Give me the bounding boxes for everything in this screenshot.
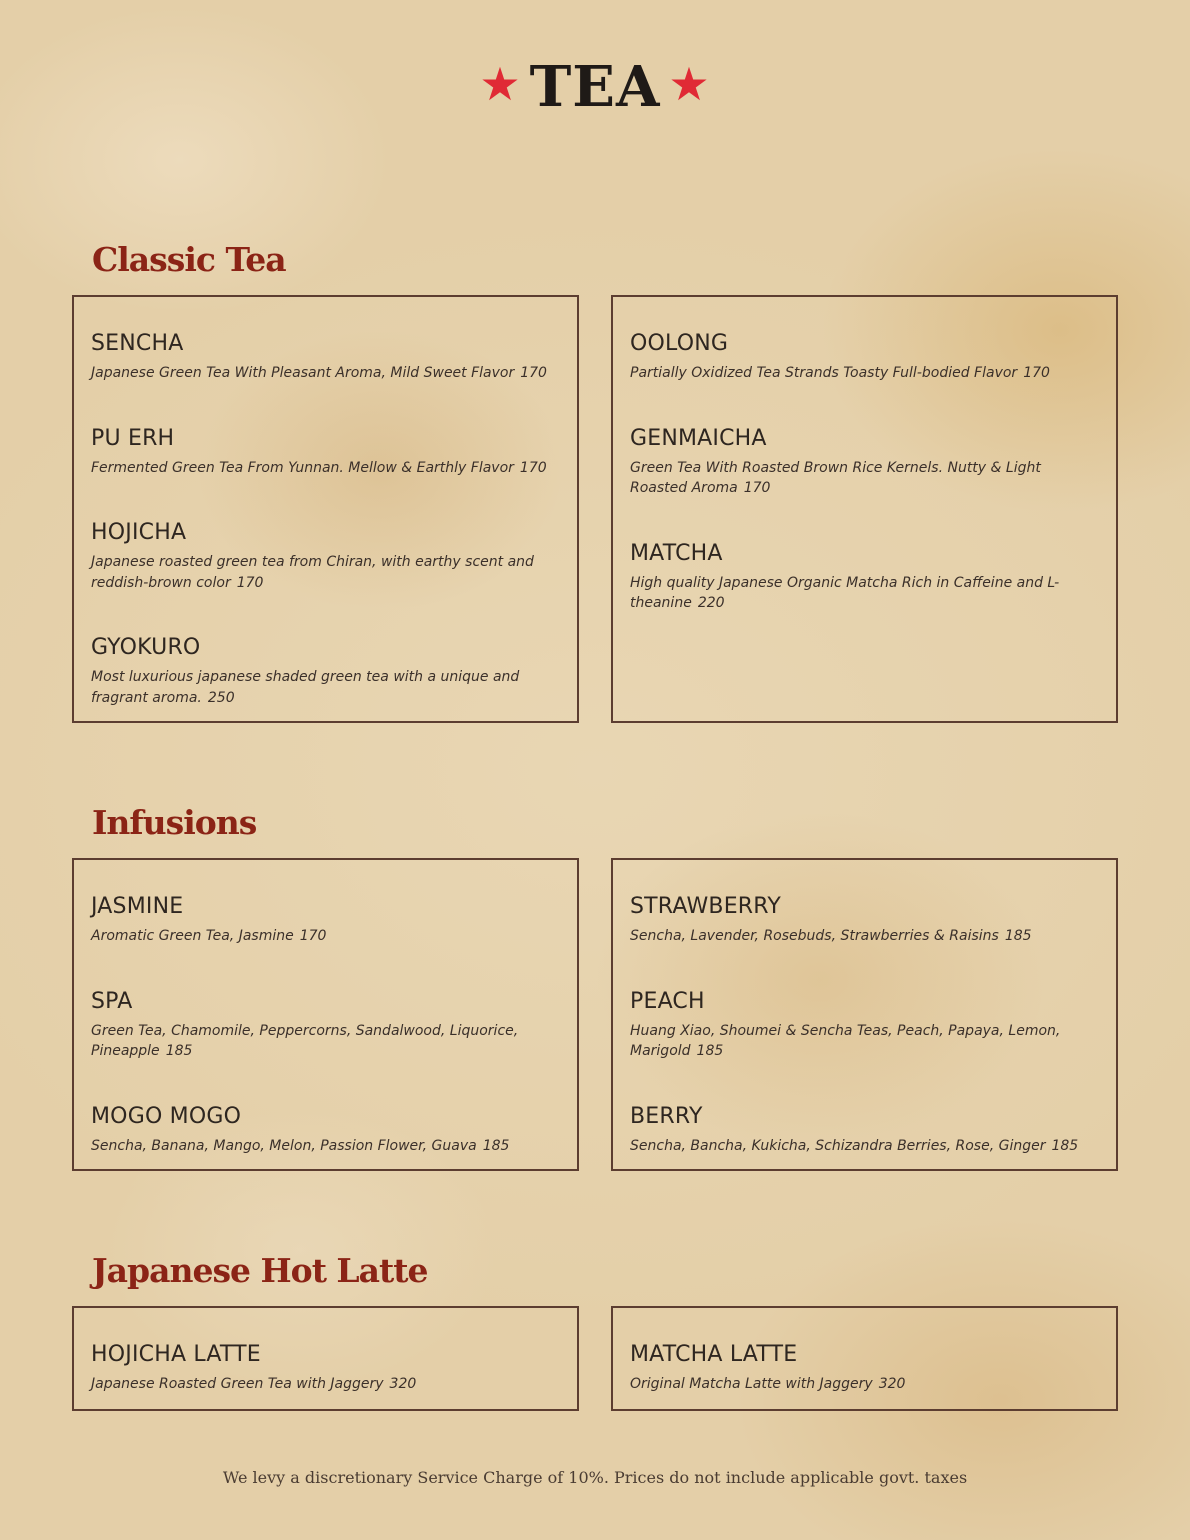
item-price: 220	[697, 595, 725, 611]
menu-box-infusions-right	[611, 858, 1118, 1171]
item-desc-text: Green Tea, Chamomile, Peppercorns, Sandalwood, Liquorice, Pineapple	[91, 1022, 519, 1059]
item-desc-text: Green Tea With Roasted Brown Rice Kernels. Nutty & Light Roasted Aroma	[630, 459, 1041, 496]
item-price: 185	[1051, 1137, 1079, 1154]
item-name: MATCHA LATTE	[630, 1342, 798, 1367]
item-description	[91, 552, 560, 593]
item-description	[630, 363, 1099, 384]
section-title-infusions: Infusions	[92, 803, 257, 842]
item-name: SPA	[91, 988, 133, 1014]
item-name: OOLONG	[630, 331, 729, 356]
item-price: 170	[1023, 365, 1050, 381]
item-desc-text: High quality Japanese Organic Matcha Rich in Caffeine and L-theanine	[630, 574, 1060, 611]
item-description	[91, 363, 560, 384]
item-price: 170	[299, 928, 327, 944]
item-price: 170	[519, 459, 547, 476]
item-description	[91, 1374, 560, 1395]
item-desc-text: Sencha, Bancha, Kukicha, Schizandra Berries, Rose, Ginger	[630, 1137, 1046, 1154]
service-charge-note: We levy a discretionary Service Charge of 10%. Prices do not include applicable govt. taxes	[222, 1468, 968, 1487]
item-desc-text: Sencha, Lavender, Rosebuds, Strawberries & Raisins	[630, 928, 999, 944]
item-description	[630, 458, 1099, 499]
item-name: PU ERH	[91, 425, 175, 451]
menu-box-latte-left	[72, 1306, 579, 1411]
menu-item	[91, 633, 560, 708]
menu-item	[91, 1340, 560, 1395]
menu-box-classic-tea-left	[72, 295, 579, 723]
menu-item	[91, 892, 560, 947]
item-price: 185	[1004, 928, 1032, 944]
item-description	[630, 1021, 1099, 1062]
menu-item	[630, 1102, 1099, 1157]
section-title-classic-tea: Classic Tea	[92, 240, 286, 279]
item-desc-text: Japanese Roasted Green Tea with Jaggery	[91, 1376, 384, 1392]
item-desc-text: Japanese roasted green tea from Chiran, with earthy scent and reddish-brown color	[91, 554, 534, 591]
menu-item	[91, 987, 560, 1062]
item-desc-text: Fermented Green Tea From Yunnan. Mellow & Earthly Flavor	[91, 459, 514, 476]
page-title-text: TEA	[529, 54, 661, 120]
menu-item	[630, 892, 1099, 947]
item-description	[630, 926, 1099, 947]
item-description	[91, 667, 560, 708]
item-price: 185	[165, 1043, 193, 1059]
item-price: 320	[389, 1376, 417, 1392]
item-name: MOGO MOGO	[91, 1103, 242, 1129]
item-description	[91, 1136, 560, 1157]
item-name: HOJICHA LATTE	[91, 1342, 261, 1367]
item-description	[630, 1374, 1099, 1395]
item-description	[630, 1136, 1099, 1157]
item-name: SENCHA	[91, 331, 184, 356]
item-desc-text: Japanese Green Tea With Pleasant Aroma, Mild Sweet Flavor	[91, 365, 515, 381]
menu-item	[630, 1340, 1099, 1395]
menu-item	[91, 1102, 560, 1157]
item-name: HOJICHA	[91, 520, 187, 545]
item-name: MATCHA	[630, 540, 723, 566]
menu-item	[91, 424, 560, 479]
star-icon: ★	[668, 57, 711, 111]
item-desc-text: Huang Xiao, Shoumei & Sencha Teas, Peach, Papaya, Lemon, Marigold	[630, 1022, 1061, 1059]
section-title-japanese-hot-latte: Japanese Hot Latte	[92, 1251, 428, 1290]
item-desc-text: Aromatic Green Tea, Jasmine	[91, 928, 294, 944]
item-price: 170	[236, 574, 264, 591]
item-description	[630, 573, 1099, 614]
item-description	[91, 458, 560, 479]
item-desc-text: Original Matcha Latte with Jaggery	[630, 1376, 873, 1392]
item-price: 250	[207, 689, 235, 706]
item-desc-text: Partially Oxidized Tea Strands Toasty Full-bodied Flavor	[630, 365, 1018, 381]
menu-item	[91, 329, 560, 384]
item-name: BERRY	[630, 1103, 703, 1129]
item-desc-text: Sencha, Banana, Mango, Melon, Passion Flower, Guava	[91, 1137, 477, 1154]
item-name: JASMINE	[91, 894, 184, 919]
item-price: 320	[878, 1376, 906, 1392]
star-icon: ★	[479, 57, 522, 111]
item-price: 170	[743, 480, 771, 496]
menu-item	[630, 329, 1099, 384]
menu-item	[630, 539, 1099, 614]
menu-box-infusions-left	[72, 858, 579, 1171]
page-title	[0, 48, 1190, 123]
item-price: 185	[482, 1137, 510, 1154]
item-name: STRAWBERRY	[630, 894, 781, 919]
item-name: GENMAICHA	[630, 425, 767, 451]
menu-item	[630, 424, 1099, 499]
menu-box-latte-right	[611, 1306, 1118, 1411]
item-price: 185	[696, 1043, 724, 1059]
menu-box-classic-tea-right	[611, 295, 1118, 723]
menu-item	[91, 518, 560, 593]
menu-item	[630, 987, 1099, 1062]
item-desc-text: Most luxurious japanese shaded green tea with a unique and fragrant aroma.	[91, 669, 520, 706]
item-name: PEACH	[630, 988, 705, 1014]
item-price: 170	[520, 365, 547, 381]
item-description	[91, 926, 560, 947]
item-description	[91, 1021, 560, 1062]
item-name: GYOKURO	[91, 635, 201, 660]
